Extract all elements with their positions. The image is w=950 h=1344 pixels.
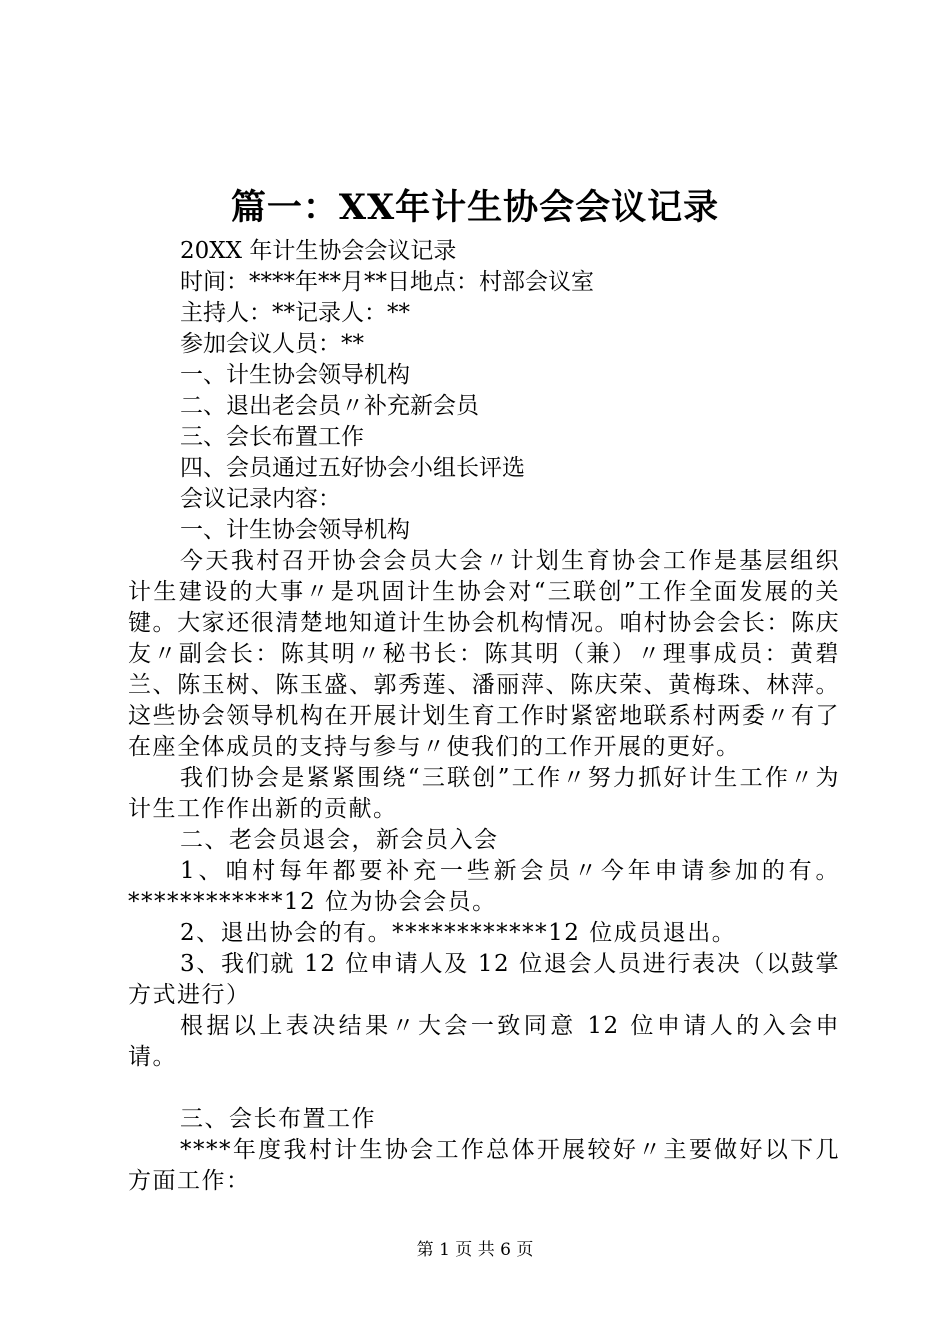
record-content-label: 会议记录内容： bbox=[180, 486, 341, 512]
document-body bbox=[128, 236, 840, 1197]
paragraph-vote: 3、我们就 12 位申请人及 12 位退会人员进行表决（以鼓掌方式进行） bbox=[128, 951, 840, 1008]
meeting-attendees: 参加会议人员：** bbox=[180, 331, 364, 357]
meeting-time-location: 时间：****年**月**日地点：村部会议室 bbox=[180, 269, 594, 295]
page-footer: 第 1 页 共 6 页 bbox=[416, 1240, 534, 1260]
document-title: 篇一：XX年计生协会会议记录 bbox=[230, 187, 720, 228]
agenda-item-1: 一、计生协会领导机构 bbox=[180, 362, 410, 388]
agenda-item-4: 四、会员通过五好协会小组长评选 bbox=[180, 455, 525, 481]
section-heading-3: 三、会长布置工作 bbox=[180, 1106, 376, 1132]
paragraph-new-members: 1、咱村每年都要补充一些新会员〃今年申请参加的有。************12 位为协会会员。 bbox=[128, 858, 840, 915]
paragraph-leadership: 今天我村召开协会会员大会〃计划生育协会工作是基层组织计生建设的大事〃是巩固计生协会对“三联创”工作全面发展的关键。大家还很清楚地知道计生协会机构情况。咱村协会会长：陈庆友〃副会长：陈其明〃秘书长：陈其明（兼）〃理事成员：黄碧兰、陈玉树、陈玉盛、郭秀莲、潘丽萍、陈庆荣、黄梅珠、林萍。这些协会领导机构在开展计划生育工作时紧密地联系村两委〃有了在座全体成员的支持与参与〃使我们的工作开展的更好。 bbox=[128, 548, 840, 760]
meeting-record-heading: 20XX 年计生协会会议记录 bbox=[180, 238, 457, 264]
paragraph-withdrawn-members: 2、退出协会的有。************12 位成员退出。 bbox=[180, 920, 737, 946]
meeting-host-recorder: 主持人：**记录人：** bbox=[180, 300, 410, 326]
agenda-item-2: 二、退出老会员〃补充新会员 bbox=[180, 393, 479, 419]
paragraph-vote-result: 根据以上表决结果〃大会一致同意 12 位申请人的入会申请。 bbox=[128, 1013, 840, 1070]
blank-line bbox=[128, 1073, 840, 1104]
paragraph-three-creations: 我们协会是紧紧围绕“三联创”工作〃努力抓好计生工作〃为计生工作作出新的贡献。 bbox=[128, 765, 840, 822]
agenda-item-3: 三、会长布置工作 bbox=[180, 424, 364, 450]
paragraph-work-summary: ****年度我村计生协会工作总体开展较好〃主要做好以下几方面工作： bbox=[128, 1137, 840, 1194]
section-heading-2: 二、老会员退会，新会员入会 bbox=[180, 827, 499, 853]
section-heading-1: 一、计生协会领导机构 bbox=[180, 517, 410, 543]
